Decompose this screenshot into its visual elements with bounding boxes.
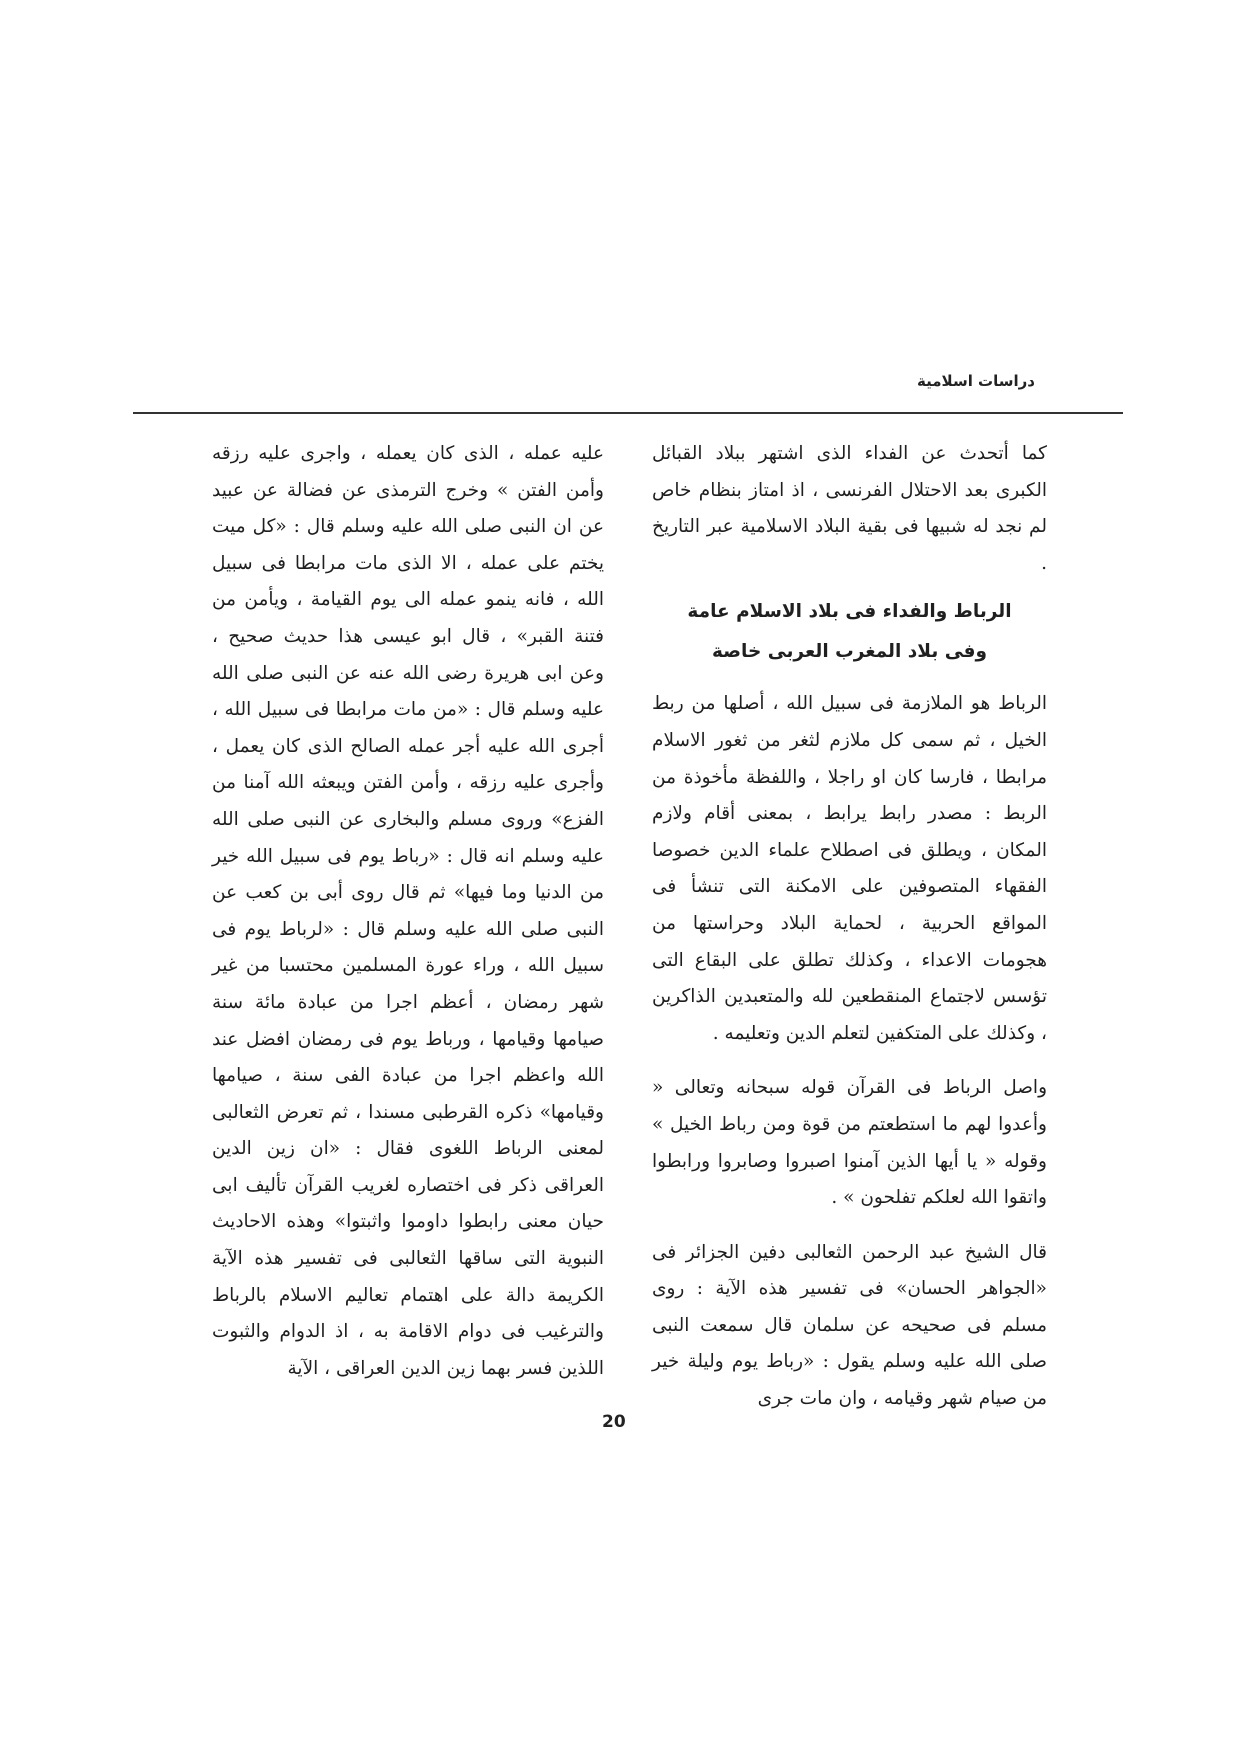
section-heading-line-1: الرباط والفداء فى بلاد الاسلام عامة [687,601,1012,623]
page-number: 20 [602,1412,626,1432]
running-title: دراسات اسلامية [917,372,1035,390]
thaalibi-paragraph: قال الشيخ عبد الرحمن الثعالبى دفين الجزائر فى «الجواهر الحسان» فى تفسير هذه الآية : روى مسلم فى صحيحه عن سلمان قال سمعت النبى صلى الله عليه وسلم يقول : «رباط يوم وليلة خير من صيام شهر وقيامه ، وان مات جرى [652,1241,1047,1410]
right-column [652,436,1047,1418]
ribat-definition-paragraph: الرباط هو الملازمة فى سبيل الله ، أصلها من ربط الخيل ، ثم سمى كل ملازم لثغر من ثغور الاسلام مرابطا ، فارسا كان او راجلا ، واللفظة مأخوذة من الربط : مصدر رابط يرابط ، بمعنى أقام ولازم المكان ، ويطلق فى اصطلاح علماء الدين خصوصا الفقهاء المتصوفين على الامكنة التى تنشأ فى المواقع الحربية ، لحماية البلاد وحراستها من هجومات الاعداء ، وكذلك تطلق على البقاع التى تؤسس لاجتماع المنقطعين لله والمتعبدين الذاكرين ، وكذلك على المتكفين لتعلم الدين وتعليمه . [652,693,1047,1044]
section-heading [652,592,1047,672]
header-divider [133,412,1123,414]
intro-paragraph: كما أتحدث عن الفداء الذى اشتهر ببلاد القبائل الكبرى بعد الاحتلال الفرنسى ، اذ امتاز بنظام خاص لم نجد له شبيها فى بقية البلاد الاسلامية عبر التاريخ . [652,443,1047,574]
hadith-paragraph: عليه عمله ، الذى كان يعمله ، واجرى عليه رزقه وأمن الفتن » وخرج الترمذى عن فضالة عن عبيد عن ان النبى صلى الله عليه وسلم قال : «كل ميت يختم على عمله ، الا الذى مات مرابطا فى سبيل الله ، فانه ينمو عمله الى يوم القيامة ، ويأمن من فتنة القبر» ، قال ابو عيسى هذا حديث صحيح ، وعن ابى هريرة رضى الله عنه عن النبى صلى الله عليه وسلم قال : «من مات مرابطا فى سبيل الله ، أجرى الله عليه أجر عمله الصالح الذى كان يعمل ، وأجرى عليه رزقه ، وأمن الفتن ويبعثه الله آمنا من الفزع» وروى مسلم والبخارى عن النبى صلى الله عليه وسلم انه قال : «رباط يوم فى سبيل الله خير من الدنيا وما فيها» ثم قال روى أبى بن كعب عن النبى صلى الله عليه وسلم قال : «لرباط يوم فى سبيل الله ، وراء عورة المسلمين محتسبا من غير شهر رمضان ، أعظم اجرا من عبادة مائة سنة صيامها وقيامها ، ورباط يوم فى رمضان افضل عند الله واعظم اجرا من عبادة الفى سنة ، صيامها وقيامها» ذكره القرطبى مسندا ، ثم تعرض الثعالبى لمعنى الرباط اللغوى فقال : «ان زين الدين العراقى ذكر فى اختصاره لغريب القرآن تأليف ابى حيان معنى رابطوا داوموا واثبتوا» وهذه الاحاديث النبوية التى ساقها الثعالبى فى تفسير هذه الآية الكريمة دالة على اهتمام تعاليم الاسلام بالرباط والترغيب فى دوام الاقامة به ، اذ الدوام والثبوت اللذين فسر بهما زين الدين العراقى ، الآية [212,443,604,1379]
left-column [212,436,604,1387]
quran-origin-paragraph: واصل الرباط فى القرآن قوله سبحانه وتعالى « وأعدوا لهم ما استطعتم من قوة ومن رباط الخيل » وقوله « يا أيها الذين آمنوا اصبروا وصابروا ورابطوا واتقوا الله لعلكم تفلحون » . [652,1077,1047,1209]
section-heading-line-2: وفى بلاد المغرب العربى خاصة [711,641,988,663]
